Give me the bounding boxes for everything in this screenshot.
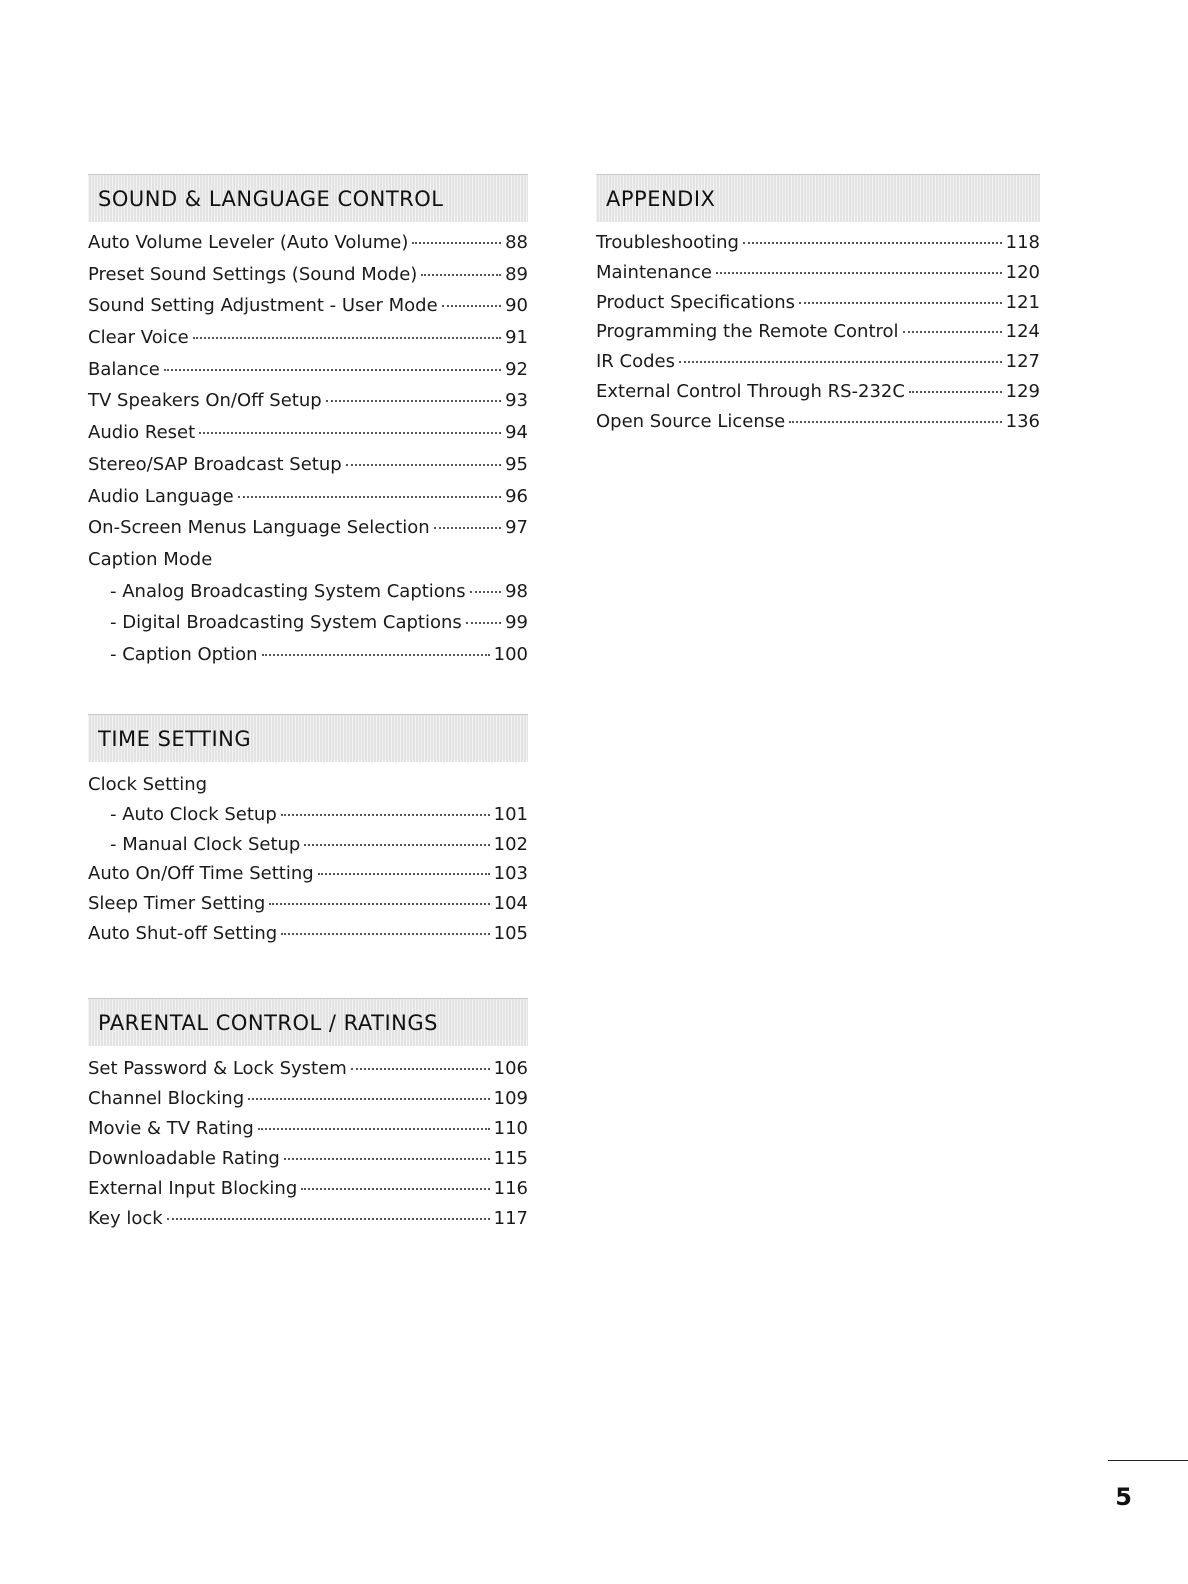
dot-leader (466, 622, 501, 624)
toc-subentry[interactable] (88, 834, 528, 864)
toc-group-heading[interactable] (88, 774, 528, 804)
dot-leader (351, 1068, 490, 1070)
toc-entry[interactable] (88, 454, 528, 486)
section-header (596, 174, 1040, 222)
section-header (88, 174, 528, 222)
section-time-setting (88, 714, 528, 953)
dot-leader (281, 933, 489, 935)
dot-leader (346, 464, 501, 466)
toc-page: 92 (505, 358, 528, 380)
toc-entry[interactable] (88, 863, 528, 893)
dot-leader (470, 591, 501, 593)
toc-label: External Control Through RS-232C (596, 380, 905, 402)
section-title: PARENTAL CONTROL / RATINGS (98, 1010, 438, 1035)
toc-page: 88 (505, 232, 528, 253)
toc-entry[interactable] (88, 1058, 528, 1088)
toc-entry[interactable] (88, 359, 528, 391)
toc-label: Maintenance (596, 261, 712, 283)
toc-label: Auto Shut-off Setting (88, 922, 278, 944)
toc-page: 109 (493, 1088, 528, 1109)
section-title: TIME SETTING (98, 726, 252, 751)
toc-page: 100 (493, 643, 528, 665)
toc-label: - Caption Option (110, 643, 258, 665)
dot-leader (909, 391, 1002, 393)
dot-leader (262, 654, 490, 656)
dot-leader (421, 274, 501, 276)
page-number: 5 (1115, 1483, 1132, 1511)
toc-entry[interactable] (88, 1088, 528, 1118)
dot-leader (412, 242, 501, 244)
toc-subentry[interactable] (88, 804, 528, 834)
toc-entry[interactable] (596, 232, 1040, 262)
toc-label: Audio Reset (88, 422, 196, 444)
toc-entry[interactable] (88, 232, 528, 264)
toc-page: 104 (493, 893, 528, 915)
toc-label: Audio Language (88, 485, 234, 507)
toc-entry[interactable] (88, 1148, 528, 1178)
toc-entry[interactable] (88, 295, 528, 327)
toc-entry[interactable] (596, 411, 1040, 441)
dot-leader (281, 814, 490, 816)
dot-leader (789, 421, 1001, 423)
toc-subentry[interactable] (88, 644, 528, 676)
section-appendix (596, 174, 1040, 441)
toc-page: 96 (505, 485, 528, 507)
toc-label: Sleep Timer Setting (88, 893, 266, 915)
toc-page: 89 (505, 263, 528, 285)
toc-subentry[interactable] (88, 581, 528, 613)
dot-leader (799, 302, 1002, 304)
toc-page: 124 (1005, 321, 1040, 343)
toc-list (88, 232, 528, 676)
toc-label: - Analog Broadcasting System Captions (110, 580, 466, 602)
toc-entry[interactable] (88, 1178, 528, 1208)
toc-page: 116 (493, 1178, 528, 1199)
toc-entry[interactable] (88, 390, 528, 422)
toc-page: 93 (505, 390, 528, 412)
dot-leader (743, 242, 1002, 244)
toc-page: 102 (493, 833, 528, 855)
toc-page: 98 (505, 580, 528, 602)
toc-label: Sound Setting Adjustment - User Mode (88, 295, 438, 317)
toc-page: 105 (493, 922, 528, 944)
toc-page: 94 (505, 422, 528, 444)
dot-leader (248, 1098, 490, 1100)
dot-leader (167, 1218, 490, 1220)
toc-page: 97 (505, 517, 528, 539)
toc-subentry[interactable] (88, 612, 528, 644)
dot-leader (199, 432, 501, 434)
toc-entry[interactable] (596, 321, 1040, 351)
dot-leader (269, 903, 489, 905)
toc-label: Key lock (88, 1208, 163, 1229)
dot-leader (716, 272, 1002, 274)
dot-leader (903, 331, 1002, 333)
toc-entry[interactable] (88, 327, 528, 359)
toc-page: 90 (505, 295, 528, 317)
toc-label: TV Speakers On/Off Setup (88, 390, 322, 412)
dot-leader (304, 844, 489, 846)
toc-page: 136 (1005, 410, 1040, 432)
toc-page: 91 (505, 327, 528, 349)
dot-leader (238, 496, 501, 498)
toc-label: Downloadable Rating (88, 1148, 280, 1169)
footer-rule (1108, 1460, 1188, 1461)
toc-list (88, 1058, 528, 1238)
toc-entry[interactable] (88, 923, 528, 953)
toc-label: Programming the Remote Control (596, 321, 899, 343)
toc-label: Set Password & Lock System (88, 1058, 347, 1079)
toc-label: Auto On/Off Time Setting (88, 863, 314, 885)
toc-label: Preset Sound Settings (Sound Mode) (88, 263, 418, 285)
toc-entry[interactable] (88, 264, 528, 296)
dot-leader (284, 1158, 490, 1160)
toc-label: Clock Setting (88, 774, 208, 795)
toc-entry[interactable] (88, 486, 528, 518)
toc-page: 121 (1005, 291, 1040, 313)
toc-entry[interactable] (596, 262, 1040, 292)
toc-page: 120 (1005, 261, 1040, 283)
dot-leader (326, 400, 501, 402)
toc-label: Troubleshooting (596, 232, 739, 253)
toc-label: IR Codes (596, 351, 675, 373)
toc-entry[interactable] (88, 422, 528, 454)
dot-leader (193, 337, 501, 339)
toc-page: 99 (505, 612, 528, 634)
toc-entry[interactable] (596, 381, 1040, 411)
section-title: APPENDIX (606, 186, 716, 211)
toc-label: - Digital Broadcasting System Captions (110, 612, 462, 634)
toc-entry[interactable] (88, 893, 528, 923)
toc-label: Open Source License (596, 410, 786, 432)
section-title: SOUND & LANGUAGE CONTROL (98, 186, 444, 211)
toc-label: Caption Mode (88, 548, 213, 570)
toc-page: 129 (1005, 380, 1040, 402)
section-header (88, 714, 528, 762)
toc-label: On-Screen Menus Language Selection (88, 517, 430, 539)
section-sound-language-control (88, 174, 528, 676)
toc-label: External Input Blocking (88, 1178, 298, 1199)
dot-leader (301, 1188, 489, 1190)
toc-label: Channel Blocking (88, 1088, 245, 1109)
toc-list (596, 232, 1040, 441)
dot-leader (442, 305, 501, 307)
toc-page: 103 (493, 863, 528, 885)
toc-page: 101 (493, 803, 528, 825)
toc-page: 115 (493, 1148, 528, 1169)
toc-page: 95 (505, 453, 528, 475)
section-parental-control (88, 998, 528, 1238)
toc-page: 117 (493, 1208, 528, 1229)
toc-entry[interactable] (88, 1208, 528, 1238)
toc-group-heading[interactable] (88, 549, 528, 581)
dot-leader (434, 527, 501, 529)
toc-label: Auto Volume Leveler (Auto Volume) (88, 232, 409, 253)
dot-leader (164, 369, 501, 371)
toc-label: Clear Voice (88, 327, 189, 349)
toc-list (88, 774, 528, 953)
dot-leader (318, 873, 490, 875)
toc-label: Movie & TV Rating (88, 1118, 254, 1139)
toc-label: - Manual Clock Setup (110, 833, 301, 855)
toc-entry[interactable] (88, 517, 528, 549)
toc-entry[interactable] (596, 292, 1040, 322)
dot-leader (258, 1128, 490, 1130)
toc-label: - Auto Clock Setup (110, 803, 277, 825)
toc-label: Balance (88, 358, 160, 380)
toc-entry[interactable] (88, 1118, 528, 1148)
section-header (88, 998, 528, 1046)
toc-entry[interactable] (596, 351, 1040, 381)
dot-leader (679, 361, 1002, 363)
toc-label: Product Specifications (596, 291, 796, 313)
toc-page: 118 (1005, 232, 1040, 253)
toc-page: 127 (1005, 351, 1040, 373)
toc-page: 110 (493, 1118, 528, 1139)
toc-page: 106 (493, 1058, 528, 1079)
toc-label: Stereo/SAP Broadcast Setup (88, 453, 342, 475)
